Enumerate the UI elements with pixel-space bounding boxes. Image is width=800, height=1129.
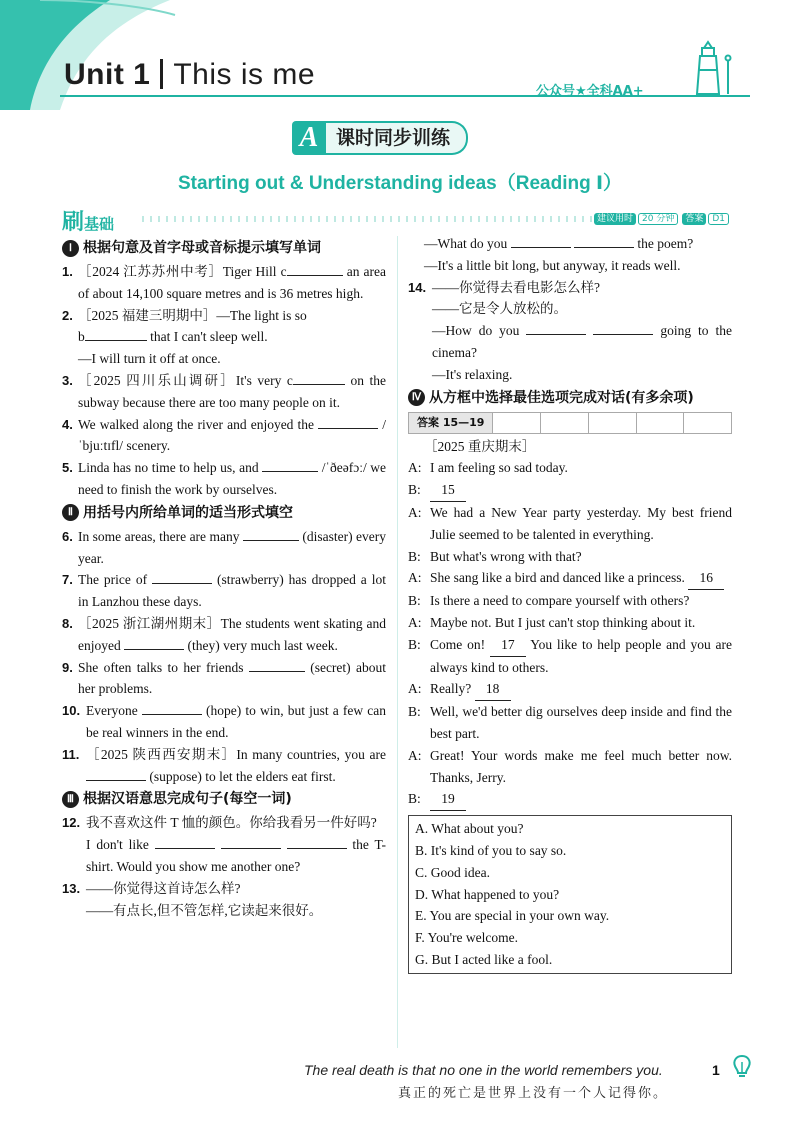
right-column [408,233,732,974]
question-6: 6. In some areas, there are many (disaster) every year. [62,528,387,566]
answer-blank[interactable] [142,714,202,715]
time-tag: 建议用时 20 分钟 答案 D1 [594,211,733,224]
answer-blank[interactable] [86,780,146,781]
unit-title: Unit 1 This is me [64,58,316,91]
brand-label: 公众号★全科AA+ [536,84,644,99]
speaker-label: A: [408,504,422,520]
dialog-text: I am feeling so sad today. [430,460,568,476]
speaker-label: B: [408,791,421,807]
dialog-text: Come on! [430,636,486,652]
speaker-label: B: [408,593,421,609]
answer-blank[interactable] [124,649,184,650]
dialog-text: She sang like a bird and danced like a princess. [430,570,685,586]
question-7: 7. The price of (strawberry) has dropped a lot in Lanzhou these days. [62,572,386,610]
speaker-label: A: [408,747,422,763]
question-14: 14. ——你觉得去看电影怎么样? ——它是令人放松的。 —How do you going to the cinema? —It's relaxing. [408,279,733,382]
answer-blank[interactable] [85,340,147,341]
part1-heading: Ⅰ 根据句意及首字母或音标提示填写单词 [62,237,386,259]
dialog-line [408,612,732,634]
answer-blank[interactable] [287,848,347,849]
speaker-label: A: [408,460,422,476]
answer-cell[interactable] [636,413,684,433]
speaker-label: B: [408,704,421,720]
speaker-label: B: [408,636,421,652]
dialog-line [408,701,732,745]
option-item: A. What about you? [415,821,524,837]
dialog-text: You like to help people and you are always kind to others. [430,636,733,675]
answer-blank[interactable] [293,384,345,385]
question-10: 10. Everyone (hope) to win, but just a few can be real winners in the end. [62,703,387,740]
dialog-line [408,745,732,789]
left-column [62,236,386,921]
speaker-label: B: [408,482,421,498]
dialog-blank[interactable]: 18 [475,678,511,701]
answer-blank[interactable] [574,247,634,248]
part4-heading: Ⅳ 从方框中选择最佳选项完成对话(有多余项) [408,387,732,409]
question-11: 11. ［2025 陕西西安期末］In many countries, you are (suppose) to let the elders eat first. [62,746,386,784]
dialog-text: But what's wrong with that? [430,548,582,564]
dialog-text: Is there a need to compare yourself with others? [430,593,690,609]
footer-quote-english: The real death is that no one in the world remembers you. [304,1062,663,1078]
answer-blank[interactable] [287,275,343,276]
option-item: F. You're welcome. [415,930,518,946]
section-title: 课时同步训练 [326,121,468,155]
footer-quote-chinese: 真正的死亡是世界上没有一个人记得你。 [398,1085,669,1100]
header-rule [60,95,750,97]
option-item: C. Good idea. [415,864,490,880]
section-letter: A [292,121,326,155]
answer-cell[interactable] [683,413,731,433]
answer-cell[interactable] [588,413,636,433]
option-item: D. What happened to you? [415,886,560,902]
dialog-line [408,479,732,502]
question-1: 1. ［2024 江苏苏州中考］Tiger Hill c an area of about 14,100 square metres and is 36 metres high. [62,264,386,301]
dialog-line [408,634,732,679]
drill-label: 刷基础 [62,210,115,235]
dialog-line [408,457,732,479]
column-divider [397,236,398,1048]
part2-heading: Ⅱ 用括号内所给单词的适当形式填空 [62,502,386,524]
part3-heading: Ⅲ 根据汉语意思完成句子(每空一词) [62,788,386,810]
question-4: 4. We walked along the river and enjoyed the /ˈbjuːtɪfl/ scenery. [62,416,387,454]
dialog-blank[interactable]: 17 [490,634,526,657]
answer-blank[interactable] [318,428,378,429]
dialog-line [408,567,732,590]
answer-blank[interactable] [243,540,299,541]
answer-blank[interactable] [593,334,653,335]
speaker-label: B: [408,548,421,564]
question-8: 8. ［2025 浙江湖州期末］The students went skating and enjoyed (they) very much last week. [62,615,386,653]
question-3: 3. ［2025 四川乐山调研］It's very c on the subway because there are too many people on it. [62,372,387,410]
answer-blank[interactable] [152,583,212,584]
speaker-label: A: [408,681,422,697]
source-tag: ［2025 重庆期末］ [424,438,536,454]
dialog-line [408,502,732,546]
option-item: G. But I acted like a fool. [415,951,553,967]
answer-blank[interactable] [249,671,305,672]
question-13-english: —What do you the poem? —It's a little bit long, but anyway, it reads well. [424,236,694,273]
option-item: B. It's kind of you to say so. [415,842,567,858]
drill-bar [62,205,734,235]
lightbulb-icon [731,1054,753,1080]
dialog [408,457,732,811]
answer-cell[interactable] [540,413,588,433]
question-12: 12. 我不喜欢这件 T 恤的颜色。你给我看另一件好吗? I don't like the T-shirt. Would you show me another one? [62,815,387,874]
dialog-text: Really? [430,681,472,697]
dialog-line [408,546,732,568]
answer-blank[interactable] [221,848,281,849]
dialog-blank[interactable]: 15 [430,479,466,502]
dialog-line [408,788,732,811]
answer-blank[interactable] [155,848,215,849]
dialog-line [408,590,732,612]
question-5: 5. Linda has no time to help us, and /ˈðeəfɔː/ we need to finish the work by ourselves. [62,460,387,497]
dialog-text: Maybe not. But I just can't stop thinking about it. [430,614,696,630]
answer-strip: 答案 15—19 [408,412,732,434]
drill-ruler-decoration [142,216,592,222]
question-9: 9. She often talks to her friends (secret) about her problems. [62,659,387,697]
speaker-label: A: [408,570,422,586]
answer-cell[interactable] [492,413,540,433]
page-number: 1 [712,1062,720,1078]
answer-blank[interactable] [511,247,571,248]
options-box [408,815,732,974]
dialog-text: We had a New Year party yesterday. My best friend Julie seemed to be talented in everything. [430,504,732,542]
lesson-subtitle: Starting out & Understanding ideas（Reading Ⅰ） [177,173,623,194]
question-2: 2. ［2025 福建三明期中］—The light is so b that I can't sleep well. —I will turn it off at once. [62,307,307,367]
answer-blank[interactable] [262,471,318,472]
lighthouse-icon [688,40,736,98]
section-badge [292,121,468,155]
dialog-text: Great! Your words make me feel much better now. Thanks, Jerry. [430,747,732,785]
dialog-line [408,678,732,701]
answer-blank[interactable] [526,334,586,335]
speaker-label: A: [408,614,422,630]
dialog-text: Well, we'd better dig ourselves deep inside and find the best part. [430,704,732,741]
dialog-blank[interactable]: 19 [430,788,466,811]
option-item: E. You are special in your own way. [415,908,610,924]
question-13: 13. ——你觉得这首诗怎么样? ——有点长,但不管怎样,它读起来很好。 [62,880,323,918]
dialog-blank[interactable]: 16 [688,567,724,590]
header-decoration [0,0,800,110]
